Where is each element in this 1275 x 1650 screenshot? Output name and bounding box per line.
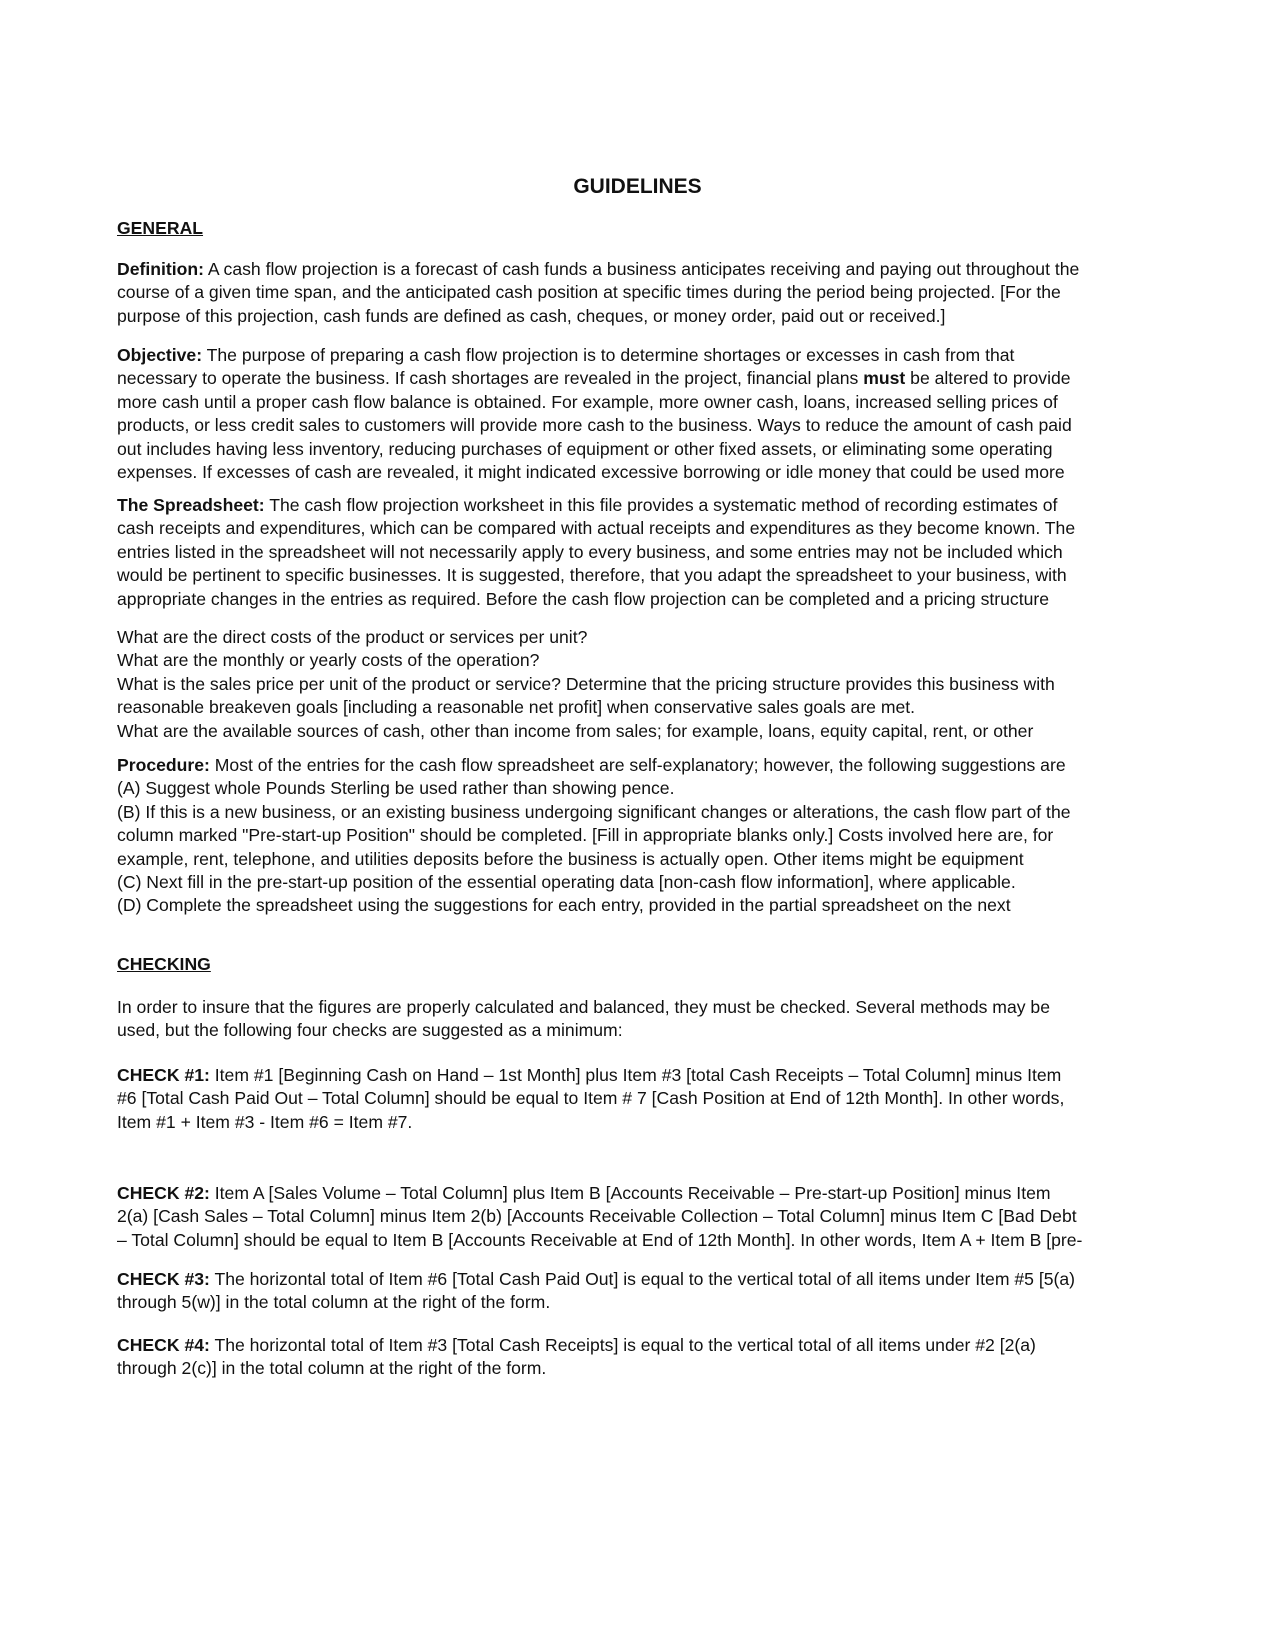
- check-1-paragraph: [117, 1064, 1167, 1136]
- procedure-step-b-cont: example, rent, telephone, and utilities deposits before the business is actually open. Other items might be equipment: [117, 848, 1024, 869]
- objective-line-5: out includes having less inventory, reducing purchases of equipment or other fixed assets, or eliminating some operating: [117, 438, 1053, 459]
- checking-intro-line-1: In order to insure that the figures are properly calculated and balanced, they must be checked. Several methods may be: [117, 997, 1051, 1017]
- question-item: reasonable breakeven goals [including a reasonable net profit] when conservative sales goals are met.: [117, 697, 916, 718]
- check-1-line-2: #6 [Total Cash Paid Out – Total Column] should be equal to Item # 7 [Cash Position at End of 12th Month]. In other words,: [117, 1088, 1065, 1109]
- definition-line-1: A cash flow projection is a forecast of cash funds a business anticipates receiving and paying out throughout the: [203, 259, 1080, 279]
- check-3-paragraph: [117, 1268, 1167, 1314]
- question-item: What are the available sources of cash, other than income from sales; for example, loans, equity capital, rent, or other: [117, 720, 1034, 741]
- heading-general: GENERAL: [117, 218, 204, 238]
- objective-line-4: products, or less credit sales to customers will provide more cash to the business. Ways to reduce the amount of cash paid: [117, 415, 1072, 436]
- objective-emphasis: must: [863, 368, 906, 389]
- objective-label: Objective:: [117, 345, 203, 365]
- check-2-label: CHECK #2:: [117, 1183, 210, 1203]
- procedure-step-b: (B) If this is a new business, or an existing business undergoing significant changes or alterations, the cash flow part of the: [117, 801, 1071, 822]
- question-item: What are the monthly or yearly costs of the operation?: [117, 650, 540, 671]
- procedure-step-c: (C) Next fill in the pre-start-up position of the essential operating data [non-cash flow information], where applicable.: [117, 872, 1016, 893]
- objective-line-2-post: be altered to provide: [905, 368, 1071, 389]
- check-2-line-2: 2(a) [Cash Sales – Total Column] minus Item 2(b) [Accounts Receivable Collection – Total Column] minus Item C [Bad Debt: [117, 1206, 1077, 1227]
- check-2-line-1: Item A [Sales Volume – Total Column] plus Item B [Accounts Receivable – Pre-start-up Position] minus Item: [209, 1183, 1051, 1203]
- procedure-step-d: (D) Complete the spreadsheet using the suggestions for each entry, provided in the partial spreadsheet on the next: [117, 895, 1011, 916]
- checking-intro: [117, 996, 1167, 1044]
- check-1-line-3: Item #1 + Item #3 - Item #6 = Item #7.: [117, 1111, 413, 1132]
- check-4-paragraph: [117, 1334, 1167, 1380]
- check-2-paragraph: [117, 1182, 1167, 1250]
- check-4-line-1: The horizontal total of Item #3 [Total Cash Receipts] is equal to the vertical total of all items under #2 [2(a): [209, 1335, 1036, 1355]
- definition-paragraph: [117, 258, 1167, 326]
- heading-checking: CHECKING: [117, 954, 211, 974]
- procedure-line-1: Most of the entries for the cash flow spreadsheet are self-explanatory; however, the following suggestions are: [209, 755, 1066, 775]
- procedure-paragraph: [117, 754, 1167, 920]
- definition-line-2: course of a given time span, and the anticipated cash position at specific times during the period being projected. [For the: [117, 282, 1061, 303]
- procedure-step-a: (A) Suggest whole Pounds Sterling be used rather than showing pence.: [117, 778, 675, 799]
- spreadsheet-line-5: appropriate changes in the entries as required. Before the cash flow projection can be completed and a pricing structure: [117, 588, 1050, 609]
- spreadsheet-line-1: The cash flow projection worksheet in this file provides a systematic method of recording estimates of: [264, 495, 1058, 515]
- procedure-step-b-cont: column marked "Pre-start-up Position" should be completed. [Fill in appropriate blanks only.] Costs involved here are, for: [117, 825, 1054, 846]
- page-title: GUIDELINES: [573, 175, 702, 198]
- spreadsheet-paragraph: [117, 494, 1167, 609]
- check-1-line-1: Item #1 [Beginning Cash on Hand – 1st Month] plus Item #3 [total Cash Receipts – Total Column] minus Item: [209, 1065, 1062, 1085]
- question-item: What is the sales price per unit of the product or service? Determine that the pricing structure provides this business with: [117, 673, 1055, 694]
- questions-list: [117, 626, 1167, 741]
- check-2-line-3: – Total Column] should be equal to Item B [Accounts Receivable at End of 12th Month]. In other words, Item A + Item B [pre-: [117, 1229, 1083, 1250]
- objective-line-3: more cash until a proper cash flow balance is obtained. For example, more owner cash, loans, increased selling prices of: [117, 391, 1058, 412]
- spreadsheet-line-4: would be pertinent to specific businesses. It is suggested, therefore, that you adapt the spreadsheet to your business, with: [117, 565, 1067, 586]
- checking-intro-line-2: used, but the following four checks are suggested as a minimum:: [117, 1020, 623, 1041]
- spreadsheet-line-2: cash receipts and expenditures, which can be compared with actual receipts and expenditures as they become known. The: [117, 518, 1076, 539]
- question-item: What are the direct costs of the product or services per unit?: [117, 627, 588, 647]
- check-4-line-2: through 2(c)] in the total column at the right of the form.: [117, 1358, 547, 1379]
- objective-line-6: expenses. If excesses of cash are revealed, it might indicated excessive borrowing or idle money that could be used more: [117, 462, 1065, 483]
- objective-line-2-pre: necessary to operate the business. If cash shortages are revealed in the project, financial plans: [117, 368, 864, 389]
- procedure-label: Procedure:: [117, 755, 210, 775]
- objective-paragraph: [117, 344, 1167, 483]
- check-3-line-1: The horizontal total of Item #6 [Total Cash Paid Out] is equal to the vertical total of all items under Item #5 [5(a): [209, 1269, 1076, 1289]
- objective-line-1: The purpose of preparing a cash flow projection is to determine shortages or excesses in cash from that: [202, 345, 1015, 365]
- spreadsheet-label: The Spreadsheet:: [117, 495, 265, 515]
- check-4-label: CHECK #4:: [117, 1335, 210, 1355]
- definition-label: Definition:: [117, 259, 204, 279]
- check-1-label: CHECK #1:: [117, 1065, 210, 1085]
- check-3-label: CHECK #3:: [117, 1269, 210, 1289]
- definition-line-3: purpose of this projection, cash funds are defined as cash, cheques, or money order, paid out or received.]: [117, 305, 946, 326]
- spreadsheet-line-3: entries listed in the spreadsheet will not necessarily apply to every business, and some entries may not be included which: [117, 541, 1063, 562]
- check-3-line-2: through 5(w)] in the total column at the right of the form.: [117, 1292, 551, 1313]
